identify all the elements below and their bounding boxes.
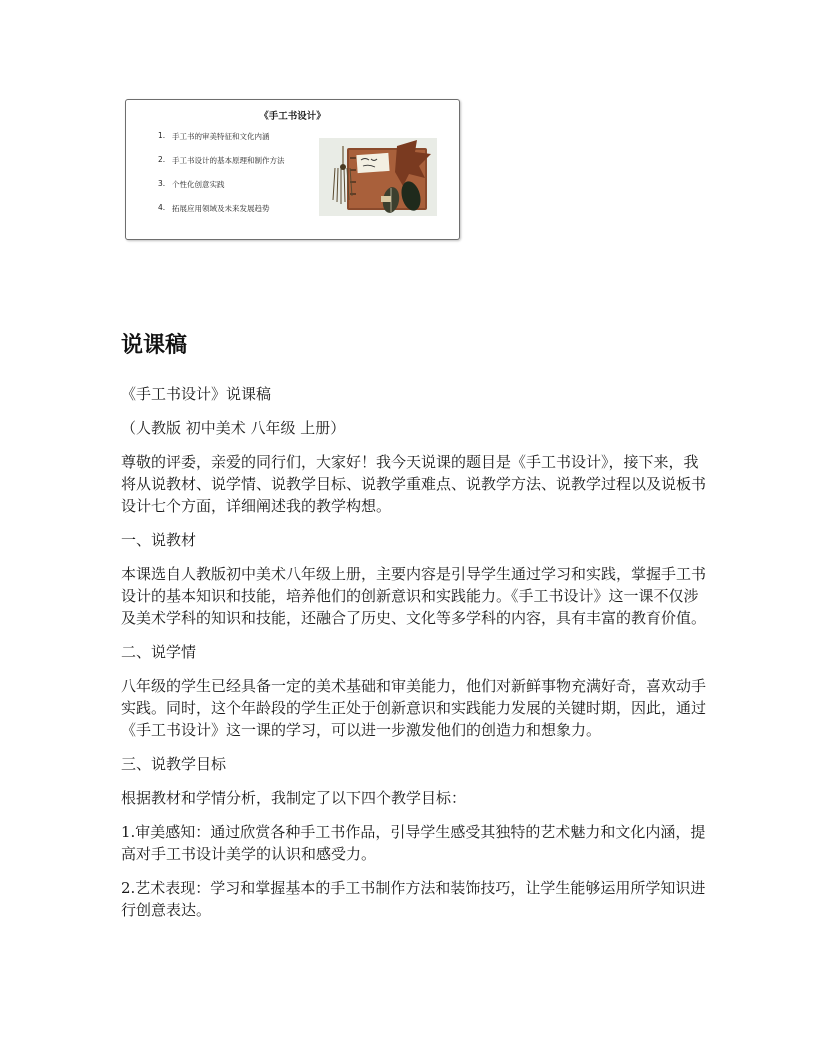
doc-edition-line: （人教版 初中美术 八年级 上册）: [121, 419, 346, 437]
section-heading-students: 二、说学情: [121, 643, 197, 661]
page-title: 说课稿: [121, 333, 188, 358]
slide-thumbnail: [125, 99, 460, 240]
list-item: 2. 手工书设计的基本原理和制作方法: [158, 155, 285, 165]
document-body: [121, 383, 711, 933]
slide-title: 《手工书设计》: [259, 111, 326, 122]
doc-title-line: 《手工书设计》说课稿: [121, 385, 272, 403]
handmade-book-photo: [319, 138, 437, 216]
list-item: 1. 手工书的审美特征和文化内涵: [158, 131, 270, 141]
students-paragraph: 八年级的学生已经具备一定的美术基础和审美能力，他们对新鲜事物充满好奇，喜欢动手实践。同时，这个年龄段的学生正处于创新意识和实践能力发展的关键时期，因此，通过《手工书设计》这一课的学习，可以进一步激发他们的创造力和想象力。: [121, 677, 707, 739]
slide-outline-list: [158, 131, 285, 227]
objective-item: 2.艺术表现：学习和掌握基本的手工书制作方法和装饰技巧，让学生能够运用所学知识进行创意表达。: [121, 879, 706, 919]
section-heading-objectives: 三、说教学目标: [121, 755, 227, 773]
textbook-paragraph: 本课选自人教版初中美术八年级上册，主要内容是引导学生通过学习和实践，掌握手工书设计的基本知识和技能，培养他们的创新意识和实践能力。《手工书设计》这一课不仅涉及美术学科的知识和技能，还融合了历史、文化等多学科的内容，具有丰富的教育价值。: [121, 565, 707, 627]
objective-item: 1.审美感知：通过欣赏各种手工书作品，引导学生感受其独特的艺术魅力和文化内涵，提高对手工书设计美学的认识和感受力。: [121, 823, 706, 863]
intro-paragraph: 尊敬的评委，亲爱的同行们，大家好！我今天说课的题目是《手工书设计》，接下来，我将从说教材、说学情、说教学目标、说教学重难点、说教学方法、说教学过程以及说板书设计七个方面，详细阐述我的教学构想。: [121, 453, 707, 515]
list-item: 4. 拓展应用领域及未来发展趋势: [158, 203, 270, 213]
objectives-intro: 根据教材和学情分析，我制定了以下四个教学目标：: [121, 789, 467, 807]
section-heading-textbook: 一、说教材: [121, 531, 197, 549]
list-item: 3. 个性化创意实践: [158, 179, 225, 189]
